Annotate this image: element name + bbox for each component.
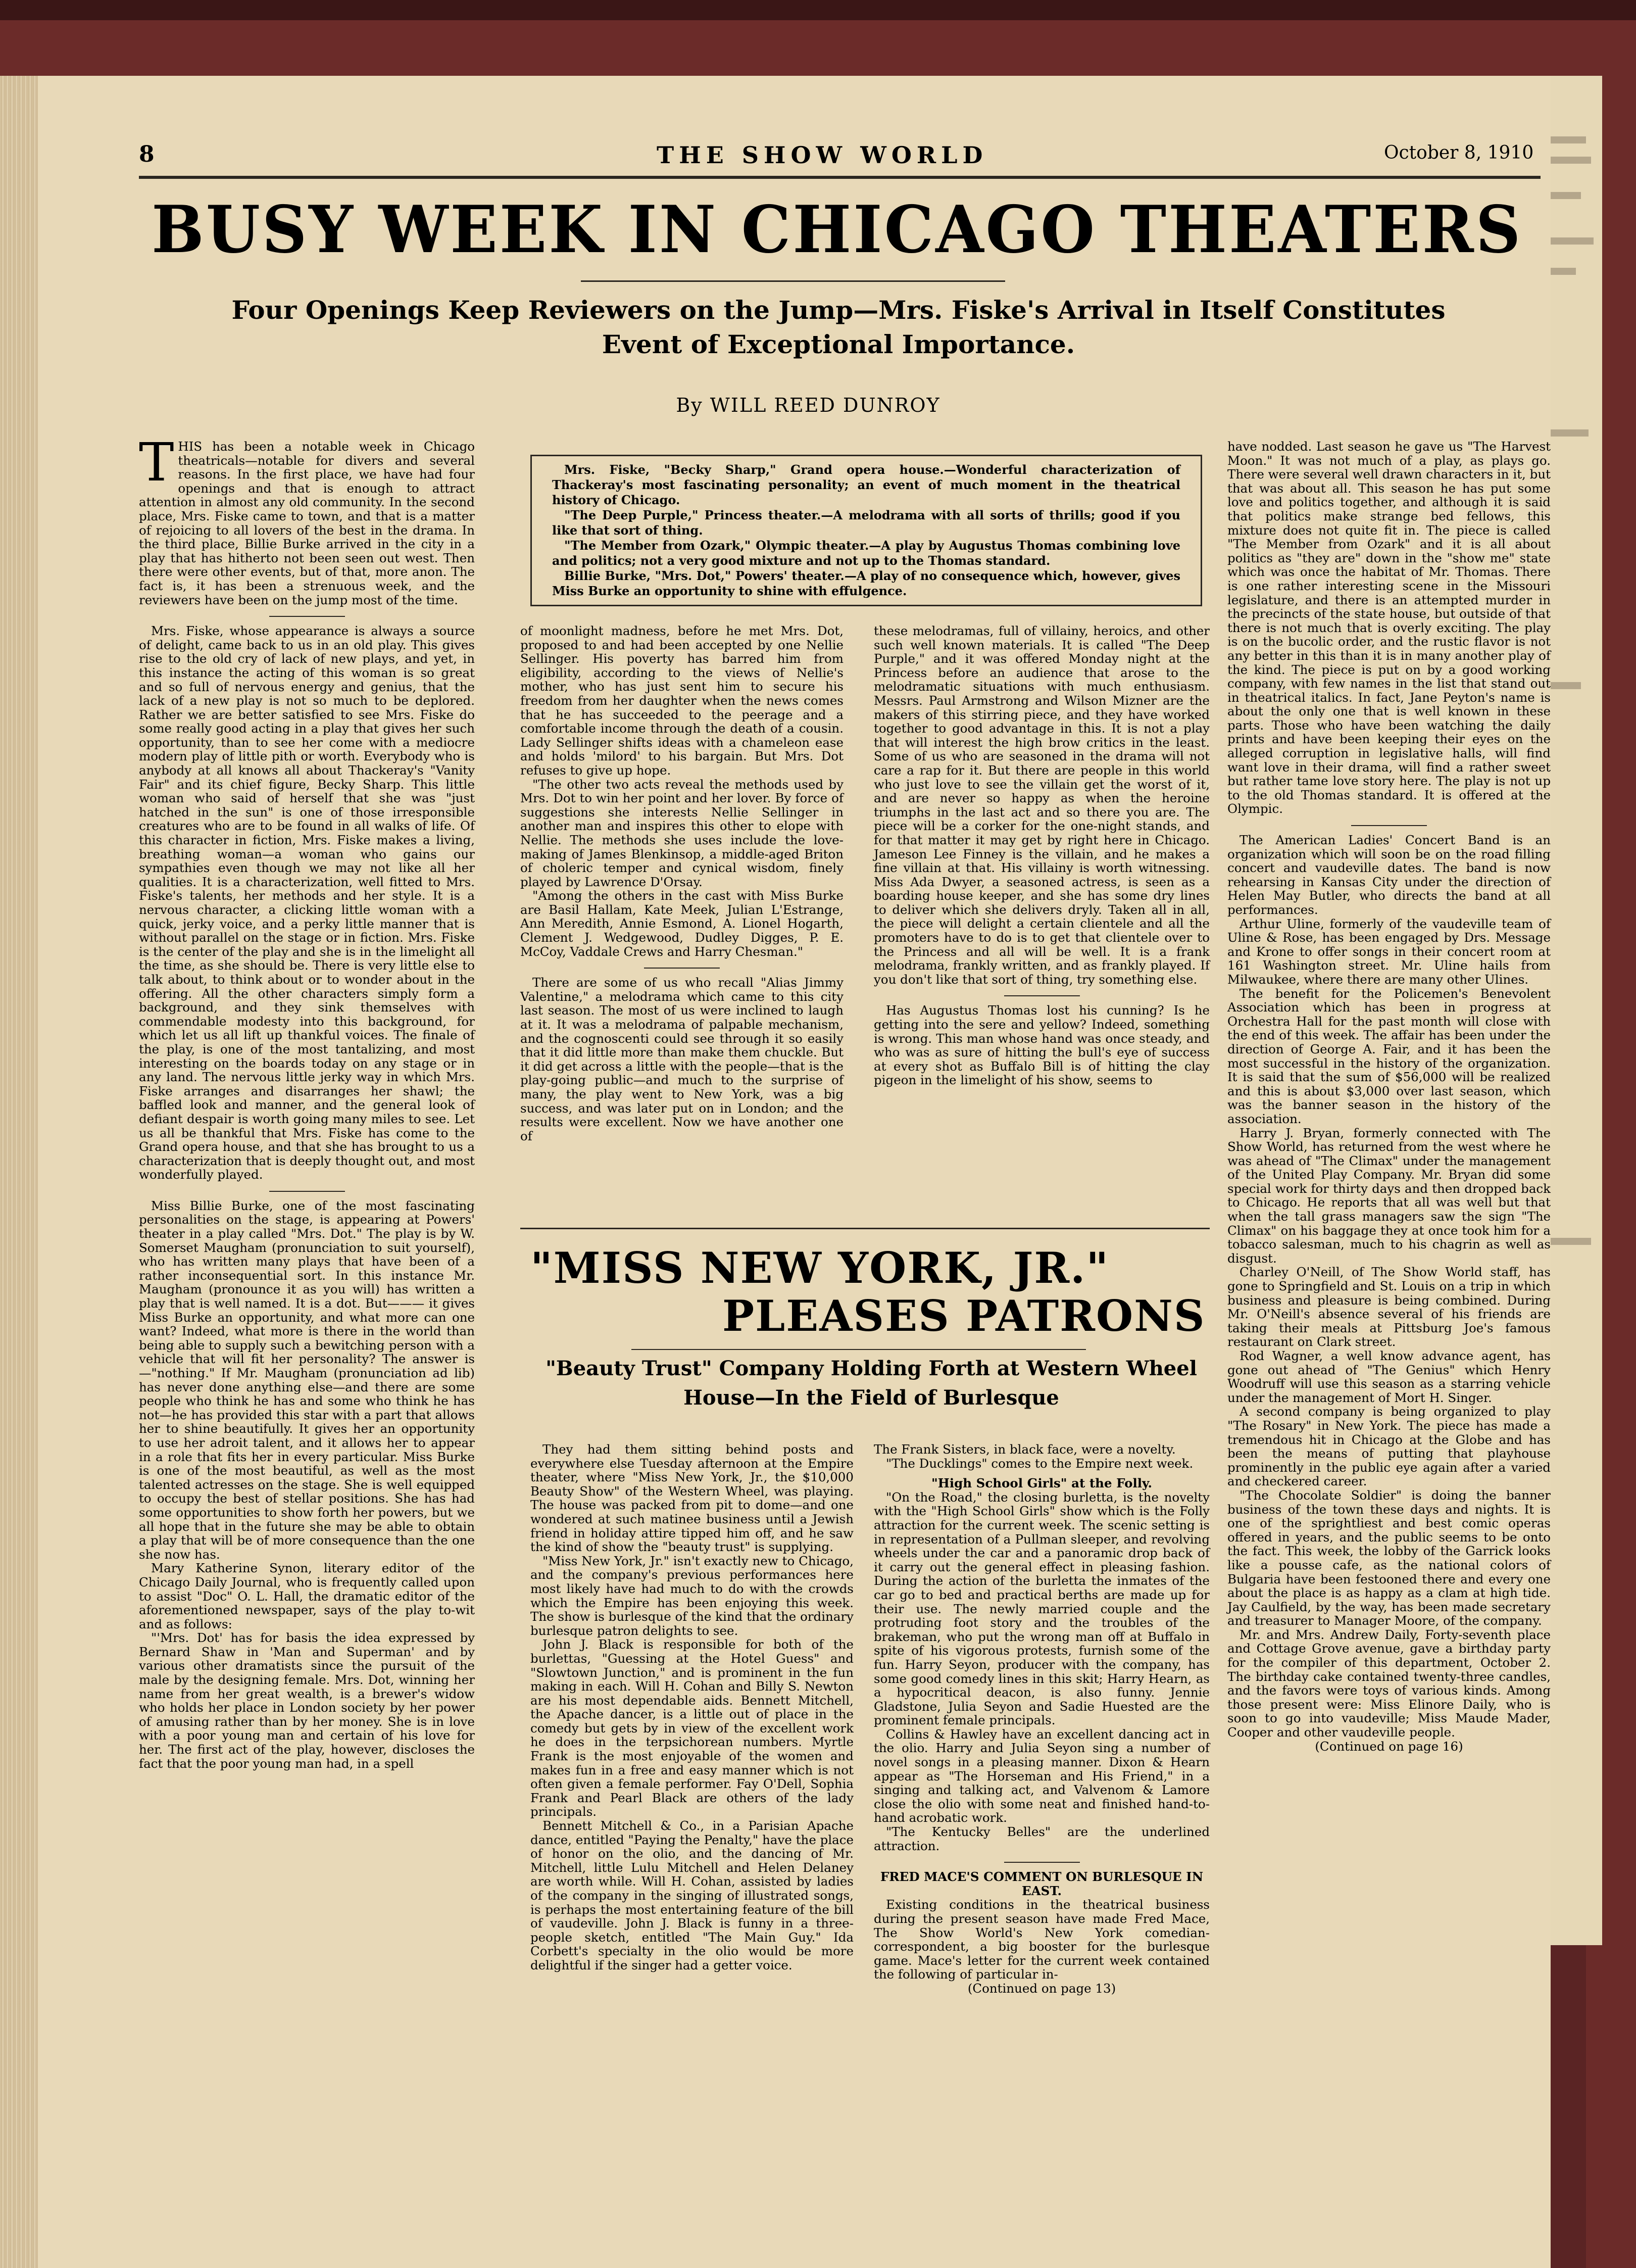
article-column-3: [874, 624, 1210, 1087]
paragraph: The Frank Sisters, in black face, were a novelty.: [874, 1442, 1176, 1457]
paragraph: "Among the others in the cast with Miss Burke are Basil Hallam, Kate Meek, Julian L'Estrange, Ann Meredith, Annie Esmond, A. Lionel Hogarth, Clement J. Wedgewood, Dudley Digges, P. E. McCoy, Vaddale Crews and Harry Chesman.": [520, 888, 844, 959]
article-divider: [520, 1228, 1210, 1229]
masthead-rule: [139, 176, 1541, 179]
drop-cap: T: [139, 431, 174, 493]
paragraph: There are some of us who recall "Alias Jimmy Valentine," a melodrama which came to this city last season. The most of us were inclined to laugh at it. It was a melodrama of palpable mechanism, and the cognoscenti could see through it so easily that it did little more than make them chuckle. But it did get across a little with the people—that is the play-going public—and much to the surprise of many, the play went to New York, was a big success, and was later put on in London; and the results were excellent. Now we have another one of: [520, 975, 844, 1143]
main-headline: BUSY WEEK IN CHICAGO THEATERS: [152, 192, 1523, 268]
second-article-column-2: [874, 1442, 1210, 1996]
continued-note: (Continued on page 16): [1315, 1739, 1463, 1754]
byline: By WILL REED DUNROY: [676, 394, 940, 416]
paragraph: HIS has been a notable week in Chicago theatricals—notable for divers and several reasons. In the first place, we have had four openings and that is enough to attract attention in almost any old community. In the second place, Mrs. Fiske came to town, and that is a matter of rejoicing to all lovers of the best in the drama. In the third place, Billie Burke arrived in the city in a play that has hitherto not been seen out west. Then there were other events, but of that, more anon. The fact is, it has been a strenuous week, and the reviewers have been on the jump most of the time.: [139, 439, 475, 607]
adjacent-page-fragment: [1546, 76, 1602, 1945]
section-rule: [1004, 1862, 1080, 1863]
second-headline-line-2: PLEASES PATRONS: [722, 1291, 1206, 1341]
paragraph: Collins & Hawley have an excellent dancing act in the olio. Harry and Julia Seyon sing a number of novel songs in a pleasing manner. Dixon & Hearn appear as "The Horseman and His Friend," in a singing and talking act, and Valvenom & Lamore close the olio with some neat and finished hand-to-hand acrobatic work.: [874, 1726, 1210, 1825]
paragraph: "'Mrs. Dot' has for basis the idea expressed by Bernard Shaw in 'Man and Superman' and by various other dramatists since the pursuit of the male by the designing female. Mrs. Dot, winning her name from her great wealth, is a brewer's widow who holds her place in London society by her power of amusing rather than by her money. She is in love with a poor young man and certain of his love for her. The first act of the play, however, discloses the fact that the poor young man had, in a spell: [139, 1630, 475, 1771]
paragraph: Mary Katherine Synon, literary editor of the Chicago Daily Journal, who is frequently called upon to assist "Doc" O. L. Hall, the dramatic editor of the aforementioned newspaper, says of the play to-wit and as follows:: [139, 1561, 475, 1631]
paragraph: The American Ladies' Concert Band is an organization which will soon be on the road filling concert and vaudeville dates. The band is now rehearsing in Kansas City under the direction of Helen May Butler, who directs the band at all performances.: [1227, 833, 1551, 917]
reviews-summary-box: [530, 455, 1202, 606]
subsection-heading: FRED MACE'S COMMENT ON BURLESQUE IN EAST.: [880, 1869, 1204, 1898]
article-column-2: [520, 624, 844, 1143]
paragraph: Mrs. Fiske, whose appearance is always a source of delight, came back to us in an old play. This gives rise to the old cry of lack of new plays, and yet, in this instance the acting of this woman is so great and so full of nervous energy and genius, that the lack of a new play is not so much to be deplored. Rather we are better satisfied to see Mrs. Fiske do some really good acting in a play that gives her such opportunity, than to see her come with a mediocre modern play of little pith or worth. Everybody who is anybody at all knows all about Thackeray's "Vanity Fair" and its chief figure, Becky Sharp. This little woman who said of herself that she was "just hatched in the sun" is one of those irresponsible creatures who are to be found in all walks of life. Of this character in fiction, Mrs. Fiske makes a living, breathing woman—a woman who gains our sympathies even though we may not like all her qualities. It is a characterization, well fitted to Mrs. Fiske's talents, her methods and her style. It is a nervous character, a clicking little woman with a quick, jerky voice, and a perky little manner that is without parallel on the stage or in fiction. Mrs. Fiske is the center of the play and she is in the limelight all the time, as she should be. There is very little else to talk about, to think about or to wonder about in the offering. All the other characters simply form a background, and they sink themselves with commendable modesty into this background, for which let us all lift up thankful voices. The finale of the play, is one of the most tantalizing, and most interesting on the boards today on any stage or in any land. The nervous little jerky way in which Mrs. Fiske arranges and disarranges her shawl; the baffled look and manner, and the general look of defiant despair is worth going many miles to see. Let us all be thankful that Mrs. Fiske has come to the Grand opera house, and that she has brought to us a characterization that is deeply thought out, and most wonderfully played.: [139, 623, 475, 1182]
binding-shadow: [0, 0, 1636, 20]
paragraph: "The Kentucky Belles" are the underlined attraction.: [874, 1824, 1210, 1853]
masthead: THE SHOW WORLD: [657, 141, 988, 169]
summary-item: "The Member from Ozark," Olympic theater.—A play by Augustus Thomas combining love and politics; not a very good mixture and not up to the Thomas standard.: [552, 538, 1180, 568]
summary-item: Mrs. Fiske, "Becky Sharp," Grand opera house.—Wonderful characterization of Thackeray's most fascinating personality; an event of much moment in the theatrical history of Chicago.: [552, 462, 1180, 507]
paragraph: Charley O'Neill, of The Show World staff, has gone to Springfield and St. Louis on a trip in which business and pleasure is being combined. During Mr. O'Neill's absence several of his friends are taking their meals at Pittsburg Joe's famous restaurant on Clark street.: [1227, 1265, 1551, 1349]
paragraph: A second company is being organized to play "The Rosary" in New York. The piece has made a tremendous hit in Chicago at the Globe and has been the means of putting that playhouse prominently in the public eye again after a varied and checkered career.: [1227, 1404, 1551, 1489]
section-rule: [269, 1191, 345, 1192]
section-rule: [269, 616, 345, 617]
page-number: 8: [139, 141, 155, 167]
paragraph: John J. Black is responsible for both of the burlettas, "Guessing at the Hotel Guess" and "Slowtown Junction," and is prominent in the fun making in each. Will H. Cohan and Billy S. Newton are his most dependable aids. Bennett Mitchell, the Apache dancer, is a little out of place in the comedy but gets by in view of the excellent work he does in the terpsichorean numbers. Myrtle Frank is the most enjoyable of the women and makes fun in a free and easy manner which is not often given a female performer. Fay O'Dell, Sophia Frank and Pearl Black are others of the lady principals.: [530, 1637, 854, 1819]
second-subheadline: "Beauty Trust" Company Holding Forth at Western Wheel House—In the Field of Burlesque: [546, 1357, 1197, 1410]
headline-rule: [581, 280, 1005, 282]
paragraph: The benefit for the Policemen's Benevolent Association which has been in progress at Orchestra Hall for the past month will close with the end of this week. The affair has been under the direction of George A. Fair, and it has been the most successful in the history of the organization. It is said that the sum of $56,000 will be realized and this is about $3,000 over last season, which was the banner season in the history of the association.: [1227, 986, 1551, 1126]
page-stack-edge: [0, 76, 38, 2268]
paragraph: They had them sitting behind posts and everywhere else Tuesday afternoon at the Empire theater, where "Miss New York, Jr., the $10,000 Beauty Show" of the Western Wheel, was playing. The house was packed from pit to dome—and one wondered at such matinee business until a Jewish friend in holiday attire tipped him off, and he saw the kind of show the "beauty trust" is supplying.: [530, 1442, 854, 1555]
summary-item: "The Deep Purple," Princess theater.—A melodrama with all sorts of thrills; good if you like that sort of thing.: [552, 508, 1180, 538]
paragraph: Rod Wagner, a well know advance agent, has gone out ahead of "The Genius" which Henry Woodruff will use this season as a starring vehicle under the management of Mort H. Singer.: [1227, 1348, 1551, 1405]
paragraph: of moonlight madness, before he met Mrs. Dot, proposed to and had been accepted by one Nellie Sellinger. His poverty has barred him from eligibility, according to the views of Nellie's mother, who has just sent him to secure his freedom from her daughter when the news comes that he has succeeded to the peerage and a comfortable income through the death of a cousin. Lady Sellinger shifts ideas with a chameleon ease and holds 'milord' to his bargain. But Mrs. Dot refuses to give up hope.: [520, 623, 844, 778]
paragraph: Arthur Uline, formerly of the vaudeville team of Uline & Rose, has been engaged by Drs. Message and Krone to offer songs in their concert room at 161 Washington street. Mr. Uline hails from Milwaukee, where there are many other Ulines.: [1227, 916, 1551, 987]
section-rule: [1351, 825, 1427, 826]
paragraph: Miss Billie Burke, one of the most fascinating personalities on the stage, is appearing at Powers' theater in a play called "Mrs. Dot." The play is by W. Somerset Maugham (pronunciation to suit yourself), who has written many plays that have been of a rather inconsequential sort. In this instance Mr. Maugham (pronounce it as you will) has written a play that is well named. It is a dot. But——— it gives Miss Burke an opportunity, and what more can one want? Indeed, what more is there in the world than being able to supply such a bewitching person with a vehicle that will fit her personality? The answer is—"nothing." If Mr. Maugham (pronunciation ad lib) has never done anything else—and there are some people who think he has and some who think he has not—he has provided this star with a part that allows her to shine beautifully. It gives her an opportunity to use her adroit talent, and it allows her to appear in a role that fits her in every particular. Miss Burke is one of the most beautiful, as well as the most talented actresses on the stage. She is well equipped to occupy the best of stellar positions. She has had some opportunities to show forth her powers, but we all hope that in the future she may be able to obtain a play that will be of more consequence than the one she now has.: [139, 1198, 475, 1562]
paragraph: "The Ducklings" comes to the Empire next week.: [886, 1456, 1194, 1471]
summary-item: Billie Burke, "Mrs. Dot," Powers' theater.—A play of no consequence which, however, gives Miss Burke an opportunity to shine with effulgence.: [552, 568, 1180, 598]
continued-note: (Continued on page 13): [967, 1981, 1116, 1996]
section-rule: [644, 968, 720, 969]
issue-date: October 8, 1910: [1384, 142, 1534, 163]
paragraph: "The other two acts reveal the methods used by Mrs. Dot to win her point and her lover. By force of suggestions she interests Nellie Sellinger in another man and inspires this other to elope with Nellie. The methods she uses include the love-making of James Blenkinsop, a middle-aged Briton of choleric temper and cynical wisdom, finely played by Lawrence D'Orsay.: [520, 777, 844, 889]
section-rule: [1004, 995, 1080, 996]
paragraph: Harry J. Bryan, formerly connected with The Show World, has returned from the west where he was ahead of "The Climax" under the management of the United Play Company. Mr. Bryan did some special work for thirty days and then dropped back to Chicago. He reports that all was well but that when the tall grass managers saw the sign "The Climax" on his baggage they at once took him for a tobacco salesman, much to his chagrin as well as disgust.: [1227, 1125, 1551, 1266]
main-subheadline: Four Openings Keep Reviewers on the Jump—Mrs. Fiske's Arrival in Itself Constitutes Event of Exceptional Importance.: [231, 295, 1446, 359]
paragraph: Bennett Mitchell & Co., in a Parisian Apache dance, entitled "Paying the Penalty," have the place of honor on the olio, and the dancing of Mr. Mitchell, little Lulu Mitchell and Helen Delaney are worth while. Will H. Cohan, assisted by ladies of the company in the singing of illustrated songs, is perhaps the most entertaining feature of the bill of vaudeville. John J. Black is funny in a three-people sketch, entitled "The Main Guy." Ida Corbett's specialty in the olio would be more delightful if the singer had a getter voice.: [530, 1818, 854, 1972]
paragraph: "Miss New York, Jr." isn't exactly new to Chicago, and the company's previous performances here most likely have had much to do with the crowds which the Empire has been enjoying this week. The show is burlesque of the kind that the ordinary burlesque patron delights to see.: [530, 1553, 854, 1638]
paragraph: Existing conditions in the theatrical business during the present season have made Fred Mace, The Show World's New York comedian-correspondent, a big booster for the burlesque game. Mace's letter for the current week contained the following of particular in-: [874, 1897, 1210, 1982]
paragraph: "On the Road," the closing burletta, is the novelty with the "High School Girls" show which is the Folly attraction for the current week. The scenic setting is in representation of a Pullman sleeper, and revolving wheels under the car and a panoramic drop back of it carry out the general effect in pleasing fashion. During the action of the burletta the inmates of the car go to bed and practical berths are made up for their use. The newly married couple and the protruding foot story and the troubles of the brakeman, who put the wrong man off at Buffalo in spite of his vigorous protests, furnish some of the fun. Harry Seyon, producer with the company, has some good comedy lines in this skit; Harry Hearn, as a hypocritical deacon, is also funny. Jennie Gladstone, Julia Seyon and Sadie Huested are the prominent female principals.: [874, 1489, 1210, 1728]
paragraph: these melodramas, full of villainy, heroics, and other such well known materials. It is called "The Deep Purple," and it was offered Monday night at the Princess before an audience that arose to the melodramatic situations with much enthusiasm. Messrs. Paul Armstrong and Wilson Mizner are the makers of this stirring piece, and they have worked together to good advantage in this. It is not a play that will interest the high brow critics in the least. Some of us who are seasoned in the drama will not care a rap for it. But there are people in this world who just love to see the villain get the worst of it, and are never so happy as when the heroine triumphs in the last act and so there you are. The piece will be a corker for the one-night stands, and for that matter it may get by right here in Chicago. Jameson Lee Finney is the villain, and he makes a fine villain at that. His villainy is worth witnessing. Miss Ada Dwyer, a seasoned actress, is seen as a boarding house keeper, and she has some dry lines to deliver which she delivers dryly. Taken all in all, the piece will delight a certain clientele and all the promoters have to do is to get that clientele over to the Princess and all will be well. It is a frank melodrama, frankly written, and as frankly played. If you don't like that sort of thing, try something else.: [874, 623, 1210, 987]
article-column-1: [139, 431, 475, 1771]
second-article-column-1: [530, 1442, 854, 1972]
subsection-heading: "High School Girls" at the Folly.: [931, 1476, 1153, 1491]
article-column-4: [1227, 440, 1551, 1753]
second-headline-line-1: "MISS NEW YORK, JR.": [530, 1243, 1110, 1293]
paragraph: Has Augustus Thomas lost his cunning? Is he getting into the sere and yellow? Indeed, something is wrong. This man whose hand was once steady, and who was as sure of hitting the bull's eye of success at every shot as Buffalo Bill is of hitting the clay pigeon in the limelight of his show, seems to: [874, 1003, 1210, 1088]
paragraph: "The Chocolate Soldier" is doing the banner business of the town these days and nights. It is one of the sprightliest and best comic operas offered in years, and the public seems to be onto the fact. This week, the lobby of the Garrick looks like a pousse cafe, as the national colors of Bulgaria have been festooned there and every one about the place is as happy as a clam at high tide. Jay Caulfield, by the way, has been made secretary and treasurer to Manager Moore, of the company.: [1227, 1487, 1551, 1628]
paragraph: have nodded. Last season he gave us "The Harvest Moon." It was not much of a play, as plays go. There were several well drawn characters in it, but that was about all. This season he has put some love and politics together, and although it is said that politics make strange bed fellows, this mixture does not quite fit in. The piece is called "The Member from Ozark" and it is all about politics as "they are" down in the "show me" state which was once the habitat of Mr. Thomas. There is one rather interesting scene in the Missouri legislature, and there is an attempted murder in the precincts of the state house, but outside of that there is not much that is overly exciting. The play is on the bucolic order, and the rustic flavor is not any better in this than it is in many another play of the kind. The piece is put on by a good working company, with few names in the list that stand out in theatrical italics. In fact, Jane Peyton's name is about the only one that is well known in these parts. Those who have been watching the daily prints and have been keeping their eyes on the alleged corruption in legislative halls, will find want love in their drama, will find a rather sweet but rather tame love story here. The play is not up to the old Thomas standard. It is offered at the Olympic.: [1227, 439, 1551, 816]
second-headline-rule: [631, 1349, 1086, 1350]
paragraph: Mr. and Mrs. Andrew Daily, Forty-seventh place and Cottage Grove avenue, gave a birthday party for the compiler of this department, October 2. The birthday cake contained twenty-three candles, and the favors were toys of various kinds. Among those present were: Miss Elinore Daily, who is soon to go into vaudeville; Miss Maude Mader, Cooper and other vaudeville people.: [1227, 1627, 1551, 1740]
